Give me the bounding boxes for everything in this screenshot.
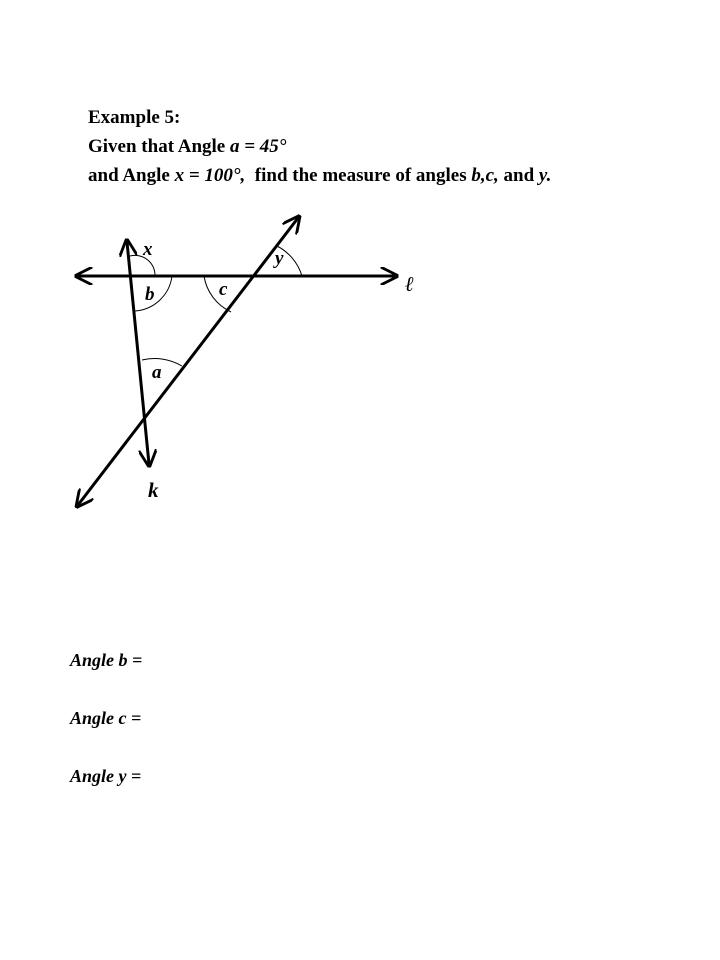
arc-angle-a (142, 359, 182, 366)
angle-x-value: x = 100°, (174, 165, 246, 186)
label-a: a (152, 362, 162, 383)
label-y: y (275, 248, 284, 269)
label-b: b (145, 284, 155, 305)
angle-a-value: a = 45° (229, 136, 287, 157)
label-line-k: k (148, 478, 159, 502)
find-text: find the measure of angles (245, 165, 472, 186)
label-line-l: ℓ (405, 272, 414, 296)
and-text: and (498, 165, 539, 186)
transversal-line (78, 218, 298, 505)
answer-angle-b: Angle b = (70, 650, 143, 670)
angle-y-name: y. (538, 165, 552, 186)
label-x: x (143, 239, 153, 260)
answer-angle-y: Angle y = (70, 766, 142, 786)
example-heading: Example 5: (88, 107, 181, 128)
label-c: c (219, 279, 228, 300)
given-text: Given that Angle (88, 136, 230, 157)
answer-section (70, 648, 142, 822)
angles-bc: b,c, (471, 165, 499, 186)
given-text-2: and Angle (88, 165, 175, 186)
answer-angle-c: Angle c = (70, 708, 142, 728)
